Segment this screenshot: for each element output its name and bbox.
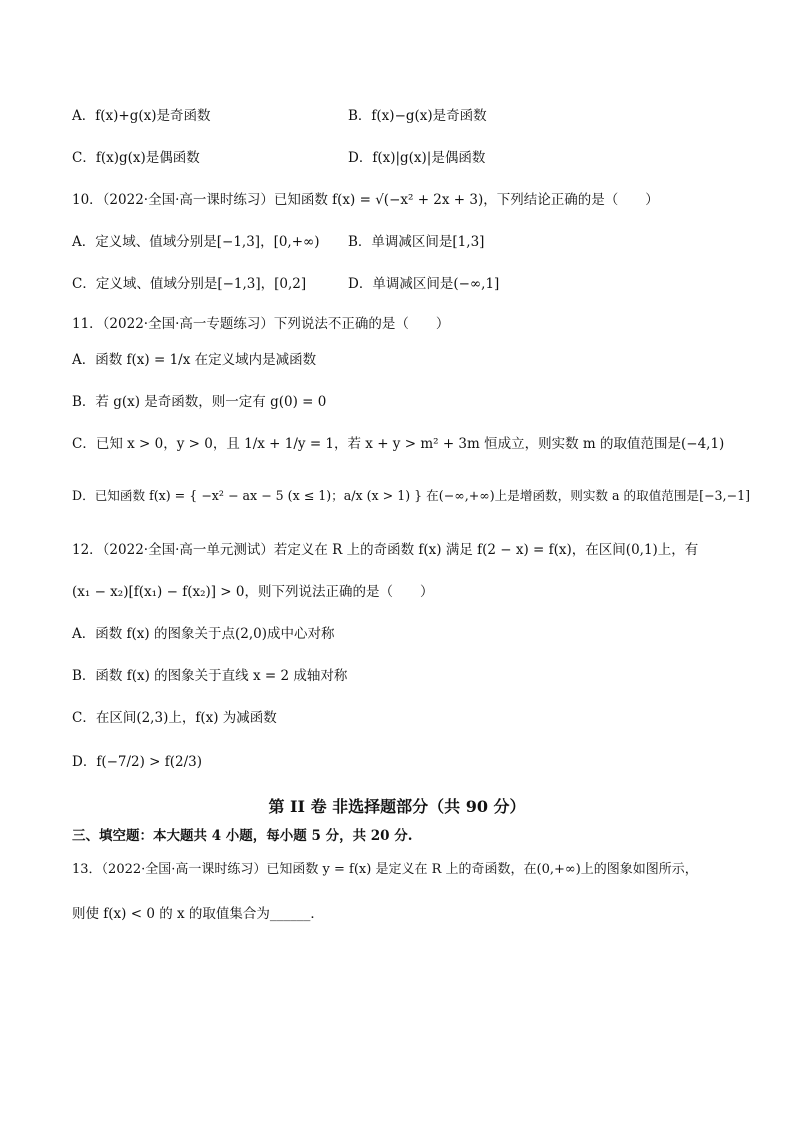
option-9c: C．f(x)g(x)是偶函数 xyxy=(72,150,200,166)
option-11c: C．已知 x > 0，y > 0，且 1/x + 1/y = 1，若 x + y > m² + 3m 恒成立，则实数 m 的取值范围是(−4,1) xyxy=(72,436,725,452)
option-10b: B．单调减区间是[1,3] xyxy=(348,234,485,250)
option-11b: B．若 g(x) 是奇函数，则一定有 g(0) = 0 xyxy=(72,394,327,410)
option-9b: B．f(x)−g(x)是奇函数 xyxy=(348,108,487,124)
question-11: 11．（2022·全国·高一专题练习）下列说法不正确的是（ ） xyxy=(72,316,450,332)
option-12d: D．f(−7/2) > f(2/3) xyxy=(72,754,203,770)
option-12b: B．函数 f(x) 的图象关于直线 x = 2 成轴对称 xyxy=(72,668,348,684)
option-9d: D．f(x)|g(x)|是偶函数 xyxy=(348,150,486,166)
option-10d: D．单调减区间是(−∞,1] xyxy=(348,276,500,292)
option-11d: D．已知函数 f(x) = { −x² − ax − 5 (x ≤ 1)；a/x (x > 1) } 在(−∞,+∞)上是增函数，则实数 a 的取值范围是[−3,−1] xyxy=(72,488,751,503)
question-12-cont: (x₁ − x₂)[f(x₁) − f(x₂)] > 0，则下列说法正确的是（ ） xyxy=(72,584,434,600)
question-13-cont: 则使 f(x) < 0 的 x 的取值集合为______． xyxy=(72,906,324,922)
question-12: 12．（2022·全国·高一单元测试）若定义在 R 上的奇函数 f(x) 满足 f(2 − x) = f(x)，在区间(0,1)上，有 xyxy=(72,542,699,558)
question-10: 10．（2022·全国·高一课时练习）已知函数 f(x) = √(−x² + 2x + 3)，下列结论正确的是（ ） xyxy=(72,192,659,208)
option-10c: C．定义域、值域分别是[−1,3]，[0,2] xyxy=(72,276,307,292)
option-9a: A．f(x)+g(x)是奇函数 xyxy=(72,108,211,124)
option-11a: A．函数 f(x) = 1/x 在定义域内是减函数 xyxy=(72,352,317,368)
option-10a: A．定义域、值域分别是[−1,3]，[0,+∞) xyxy=(72,234,320,250)
option-12a: A．函数 f(x) 的图象关于点(2,0)成中心对称 xyxy=(72,626,335,642)
part-two-title: 第 II 卷 非选择题部分（共 90 分） xyxy=(268,797,526,816)
question-13: 13．（2022·全国·高一课时练习）已知函数 y = f(x) 是定义在 R 上的奇函数，在(0,+∞)上的图象如图所示， xyxy=(72,862,698,877)
section-three-heading: 三、填空题：本大题共 4 小题，每小题 5 分，共 20 分. xyxy=(72,828,413,844)
option-12c: C．在区间(2,3)上，f(x) 为减函数 xyxy=(72,710,277,726)
